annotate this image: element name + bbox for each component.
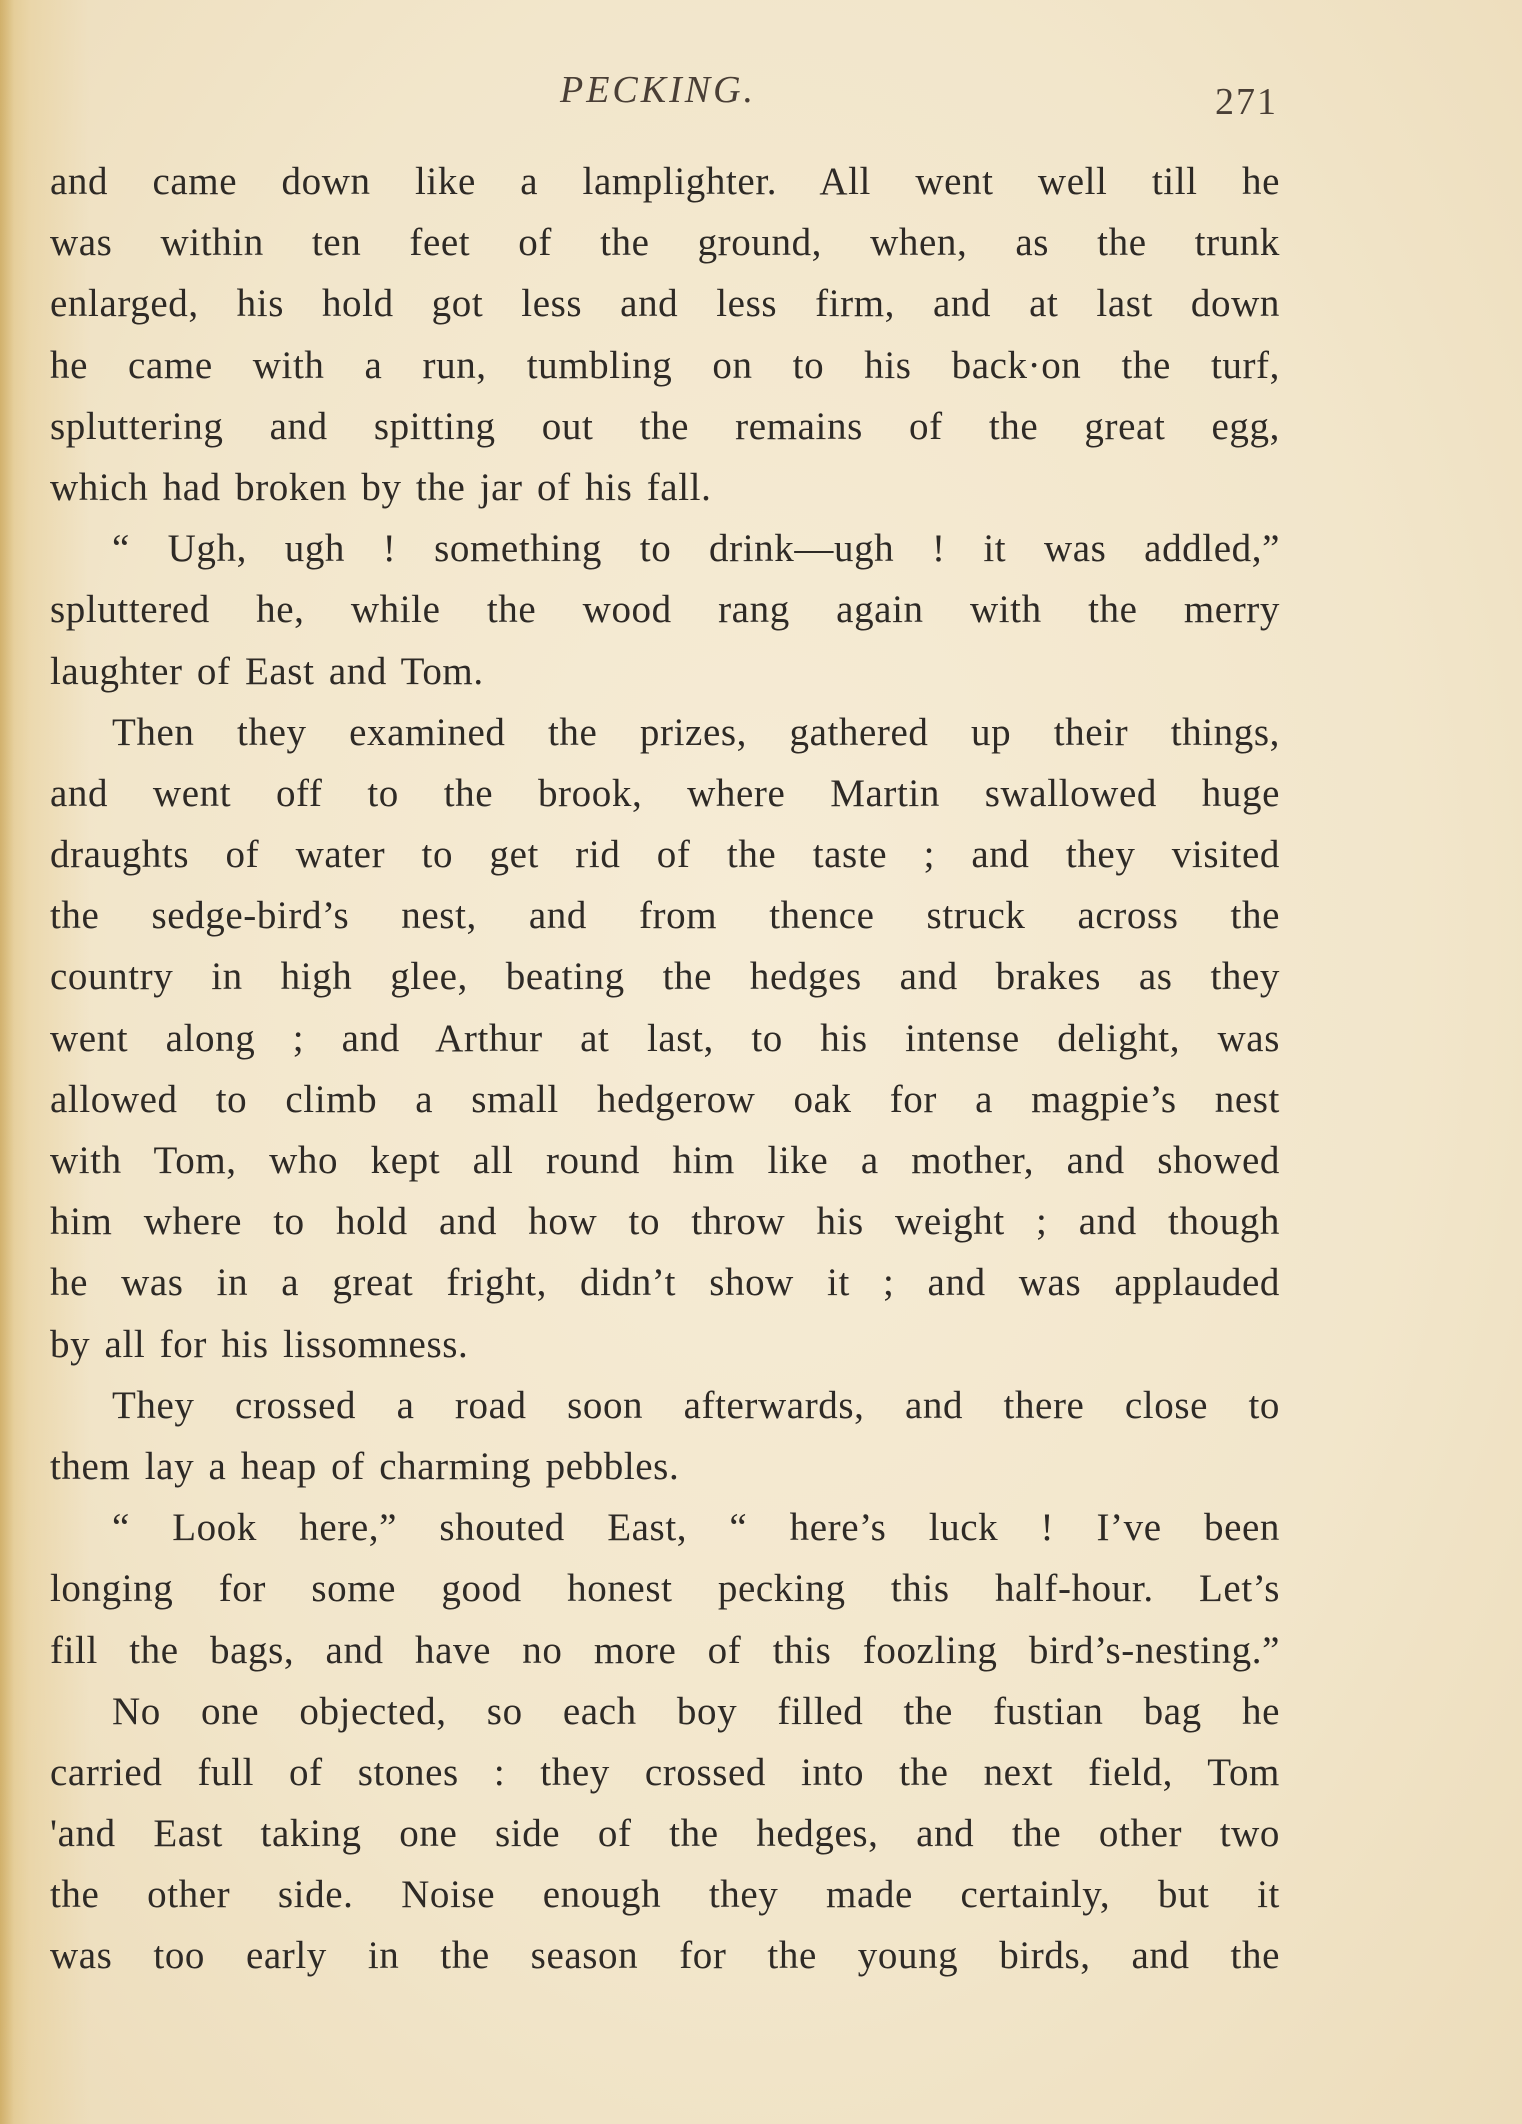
text-line: was within ten feet of the ground, when, as the trunk [50,221,1280,265]
text-line: and went off to the brook, where Martin swallowed huge [50,771,1280,815]
text-line: enlarged, his hold got less and less firm, and at last down [50,282,1280,326]
text-line: spluttering and spitting out the remains of the great egg, [50,404,1280,448]
text-line: went along ; and Arthur at last, to his intense delight, was [50,1016,1280,1060]
text-line: them lay a heap of charming pebbles. [50,1444,680,1488]
text-line: he came with a run, tumbling on to his back·on the turf, [50,343,1280,387]
text-line: No one objected, so each boy filled the fustian bag he [112,1689,1280,1733]
text-line: country in high glee, beating the hedges and brakes as they [50,955,1280,999]
text-line: was too early in the season for the young birds, and the [50,1934,1280,1978]
text-line: him where to hold and how to throw his weight ; and though [50,1200,1280,1244]
body-text [50,151,1280,1987]
text-line: the other side. Noise enough they made certainly, but it [50,1873,1280,1917]
text-line: and came down like a lamplighter. All went well till he [50,160,1280,203]
text-line: laughter of East and Tom. [50,649,484,693]
text-line: with Tom, who kept all round him like a mother, and showed [50,1139,1280,1182]
text-line: which had broken by the jar of his fall. [50,465,712,509]
text-line: Then they examined the prizes, gathered up their things, [112,710,1280,754]
page-number: 271 [1215,81,1278,123]
text-line: spluttered he, while the wood rang again with the merry [50,588,1280,632]
text-line: longing for some good honest pecking this half-hour. Let’s [50,1567,1280,1611]
text-line: carried full of stones : they crossed into the next field, Tom [50,1750,1280,1794]
text-line: by all for his lissomness. [50,1322,469,1366]
text-line: 'and East taking one side of the hedges, and the other two [50,1812,1280,1856]
text-line: “ Ugh, ugh ! something to drink—ugh ! it was addled,” [112,527,1280,571]
text-line: allowed to climb a small hedgerow oak for a magpie’s nest [50,1077,1280,1121]
text-line: “ Look here,” shouted East, “ here’s luck ! I’ve been [112,1506,1280,1550]
text-line: he was in a great fright, didn’t show it ; and was applauded [50,1261,1280,1305]
text-line: They crossed a road soon afterwards, and there close to [112,1383,1280,1427]
running-head [0,68,1522,123]
text-line: draughts of water to get rid of the taste ; and they visited [50,833,1280,877]
text-line: the sedge-bird’s nest, and from thence struck across the [50,894,1280,938]
text-line: fill the bags, and have no more of this foozling bird’s-nesting.” [50,1628,1280,1672]
running-title: PECKING. [560,69,757,111]
